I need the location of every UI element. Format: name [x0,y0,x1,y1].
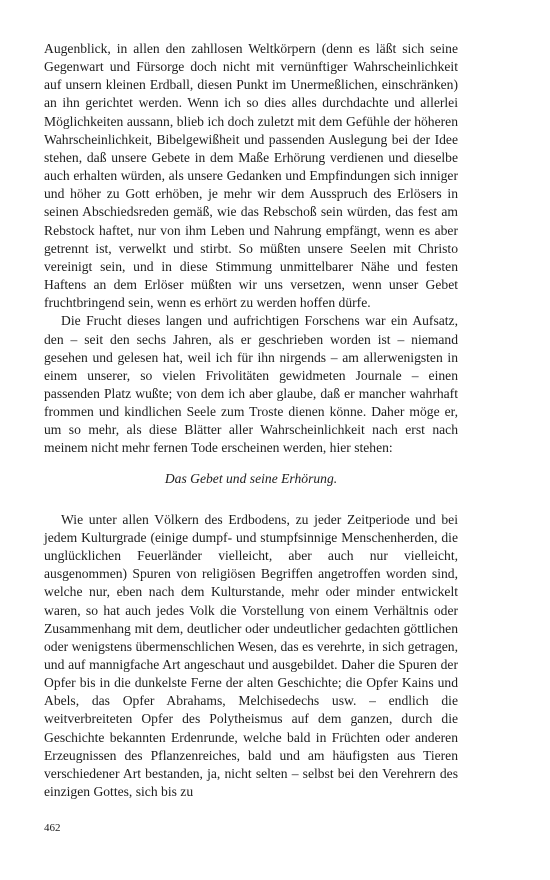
page-number: 462 [44,822,61,834]
paragraph-1: Augenblick, in allen den zahllosen Weltkörpern (denn es läßt sich seine Gegenwart und Fürsorge doch nicht mit vernünftiger Wahrscheinlichkeit auf unsern kleinen Erdball, diesen Punkt im Unermeßlichen, einschränken) an ihn gerichtet werden. Wenn ich so dies alles durchdachte und allerlei Möglichkeiten aussann, blieb ich doch zuletzt mit dem Gefühle der höheren Wahrscheinlichkeit, Bibelgewißheit und passenden Auslegung bei der Idee stehen, daß unsere Gebete in dem Maße Erhörung verdienen und dieselbe auch erhalten würden, als unsere Gedanken und Empfindungen sich inniger und höher zu Gott erhöben, je mehr wir dem Ausspruch des Erlösers in seinen Abschiedsreden gemäß, wie das Rebschoß sein würden, das fest am Rebstock haftet, nur von ihm Leben und Nahrung empfängt, wenn es aber getrennt ist, verwelkt und stirbt. So müßten unsere Seelen mit Christo vereinigt sein, und in diese Stimmung unmittelbarer Nähe und festen Haftens an dem Erlöser müßten wir uns versetzen, wenn unser Gebet fruchtbringend sein, wenn es erhört zu werden hoffen dürfe. [44,41,458,311]
paragraph-2: Die Frucht dieses langen und aufrichtigen Forschens war ein Aufsatz, den – seit den sechs Jahren, als er geschrieben worden ist – niemand gesehen und gelesen hat, weil ich für ihn nirgends – am allerwenigsten in einem unserer, so vielen Frivolitäten gewidmeten Journale – einen passenden Platz wußte; von dem ich aber glaube, daß er mancher wahrhaft frommen und kindlichen Seele zum Troste dienen könne. Daher möge er, um so mehr, als diese Blätter aller Wahrscheinlichkeit nach erst nach meinem nicht mehr fernen Tode erscheinen werden, hier stehen: [44,313,458,456]
section-heading: Das Gebet und seine Erhörung. [164,470,338,486]
page-text [44,40,458,801]
paragraph-3: Wie unter allen Völkern des Erdbodens, zu jeder Zeitperiode und bei jedem Kulturgrade (einige dumpf- und stumpfsinnige Menschenherden, die unglücklichen Feuerländer vielleicht, aber auch nur vielleicht, ausgenommen) Spuren von religiösen Begriffen angetroffen worden sind, welche nur, eben nach dem Kulturstande, mehr oder minder entwickelt waren, so hat auch jedes Volk die Vorstellung von einem Verhältnis oder Zusammenhang mit dem, deutlicher oder undeutlicher gedachten göttlichen oder wenigstens übermenschlichen Wesen, das es verehrte, in sich getragen, und auf mannigfache Art angeschaut und ausgebildet. Daher die Spuren der Opfer bis in die dunkelste Ferne der alten Geschichte; die Opfer Kains und Abels, das Opfer Abrahams, Melchisedechs usw. – endlich die weitverbreiteten Opfer des Polytheismus auf dem ganzen, durch die Geschichte bekannten Erdenrunde, welche bald in Früchten oder anderen Erzeugnissen des Pflanzenreiches, bald und am häufigsten aus Tieren verschiedener Art bestanden, ja, nicht selten – selbst bei den Verehrern des einzigen Gottes, sich bis zu [44,511,458,800]
